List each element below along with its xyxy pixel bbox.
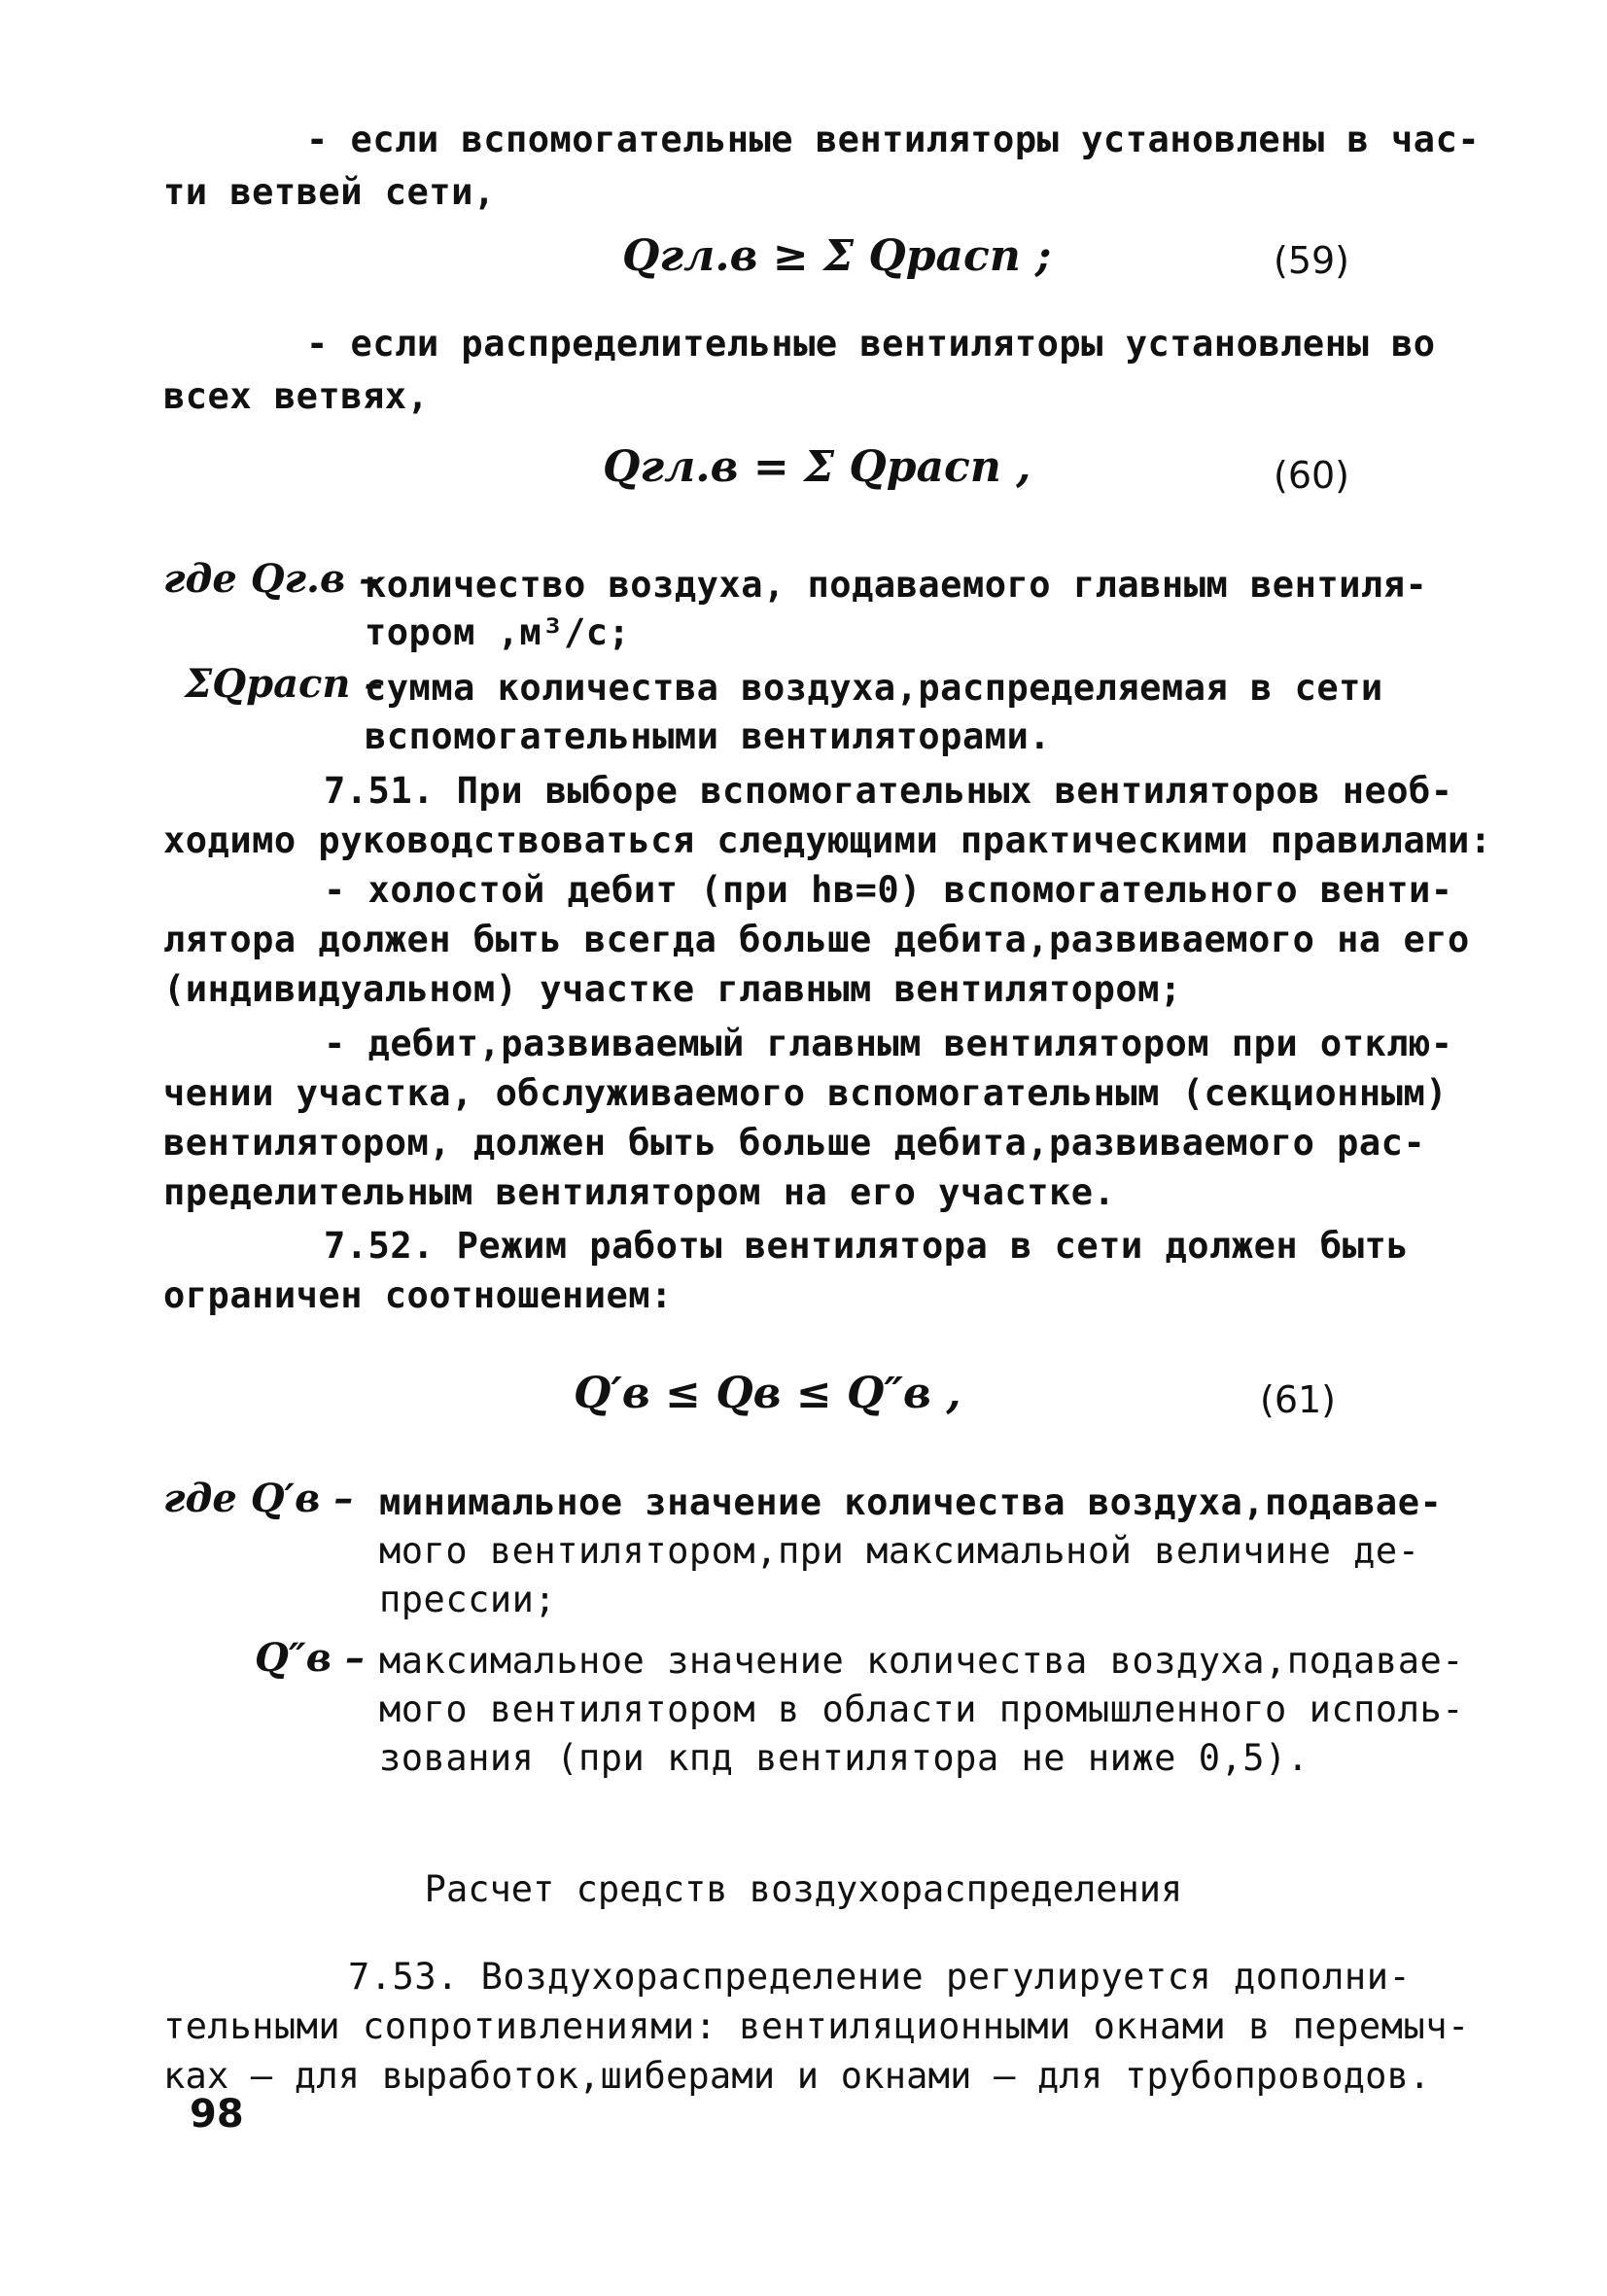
text-line: - холостой дебит (при hв=0) вспомогательного венти- [324,869,1453,911]
text-line: ти ветвей сети, [163,171,496,213]
text-line: (индивидуальном) участке главным вентилятором; [163,968,1182,1010]
text-line: ках – для выработок,шиберами и окнами – для трубопроводов. [163,2055,1431,2097]
text-line: лятора должен быть всегда больше дебита,развиваемого на его [163,919,1470,960]
text-line: вспомогательными вентиляторами. [365,715,1052,757]
page-number: 98 [190,2092,244,2137]
formula-60: Qгл.в = Σ Qрасп , [603,442,1031,492]
symbol-definition: Q″в – [255,1635,365,1681]
text-line: максимальное значение количества воздуха,подавае- [379,1640,1465,1682]
text-line: прессии; [379,1579,557,1620]
text-line: ходимо руководствоваться следующими практическими правилами: [163,819,1492,861]
formula-59: Qгл.в ≥ Σ Qрасп ; [622,231,1052,281]
equation-number: (59) [1274,239,1350,282]
equation-number: (60) [1274,454,1350,497]
symbol-definition: где Qг.в – [163,556,379,602]
equation-number: (61) [1260,1378,1337,1421]
text-line: мого вентилятором,при максимальной величине де- [379,1530,1420,1572]
text-line: вентилятором, должен быть больше дебита,развиваемого рас- [163,1122,1426,1164]
text-line: чении участка, обслуживаемого вспомогательным (секционным) [163,1072,1449,1114]
text-line: минимальное значение количества воздуха,подавае- [379,1481,1443,1523]
text-line: мого вентилятором в области промышленного исполь- [379,1688,1465,1730]
symbol-definition: где Q′в – [163,1476,354,1521]
text-line: 7.52. Режим работы вентилятора в сети должен быть [324,1225,1410,1267]
text-line: - дебит,развиваемый главным вентилятором при отклю- [324,1023,1453,1064]
formula-61: Q′в ≤ Qв ≤ Q″в , [574,1369,961,1418]
text-line: сумма количества воздуха,распределяемая в сети [365,667,1383,709]
text-line: зования (при кпд вентилятора не ниже 0,5). [379,1737,1310,1779]
section-heading: Расчет средств воздухораспределения [424,1868,1183,1910]
text-line: 7.53. Воздухораспределение регулируется дополни- [348,1956,1412,1998]
text-line: - если распределительные вентиляторы установлены во [306,323,1436,365]
text-line: пределительным вентилятором на его участке. [163,1171,1116,1213]
text-line: ограничен соотношением: [163,1274,673,1316]
text-line: тельными сопротивлениями: вентиляционными окнами в перемыч- [163,2005,1470,2047]
text-line: - если вспомогательные вентиляторы установлены в час- [306,119,1481,160]
symbol-definition: ΣQрасп – [185,661,384,707]
text-line: тором ,м³/с; [365,611,631,653]
text-line: всех ветвях, [163,375,430,417]
text-line: количество воздуха, подаваемого главным вентиля- [365,564,1428,606]
text-line: 7.51. При выборе вспомогательных вентиляторов необ- [324,770,1453,812]
